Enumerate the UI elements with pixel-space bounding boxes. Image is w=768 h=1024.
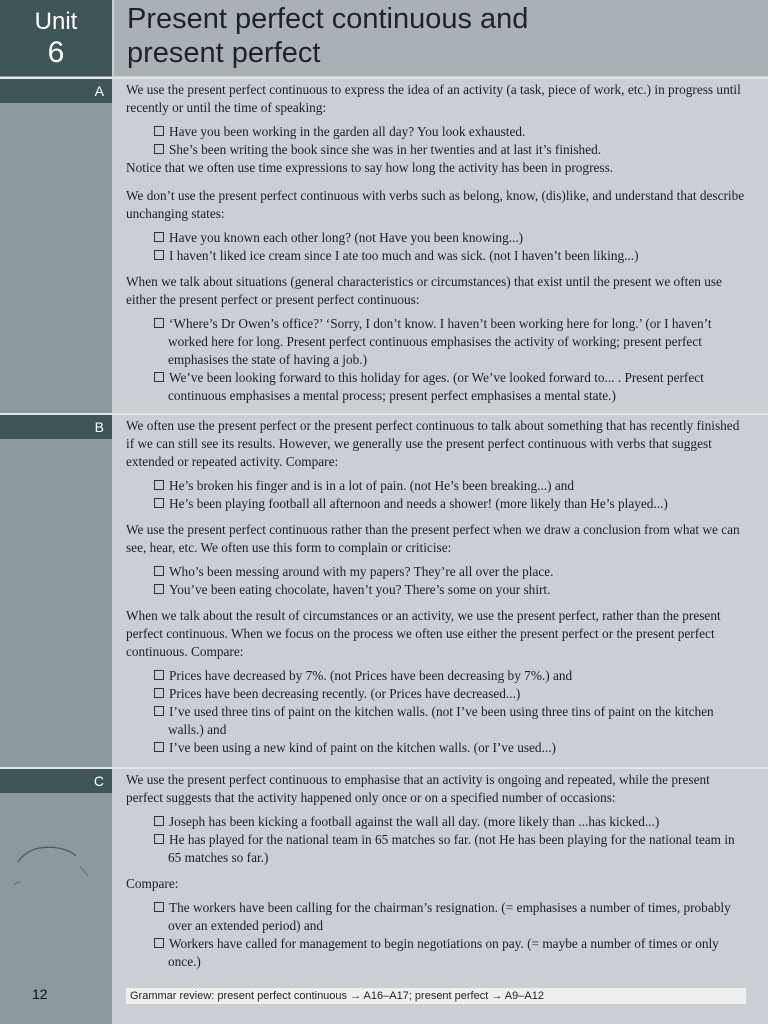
example-item: The workers have been calling for the chairman’s resignation. (= emphasises a number of times, probably over an extended period) and: [154, 899, 746, 935]
section-a-paragraph: We use the present perfect continuous to express the idea of an activity (a task, piece of work, etc.) in progress until recently or until the time of speaking:: [126, 82, 741, 115]
example-item: Prices have been decreasing recently. (or Prices have decreased...): [154, 685, 746, 703]
example-item: She’s been writing the book since she was in her twenties and at last it’s finished.: [154, 141, 746, 159]
section-a-rule: [0, 77, 768, 79]
unit-box: [0, 0, 112, 76]
checkbox-icon: [154, 670, 164, 680]
checkbox-icon: [154, 144, 164, 154]
section-c-label: C: [0, 769, 112, 793]
unit-number: 6: [47, 36, 65, 69]
checkbox-icon: [154, 742, 164, 752]
checkbox-icon: [154, 816, 164, 826]
checkbox-icon: [154, 834, 164, 844]
example-item: ‘Where’s Dr Owen’s office?’ ‘Sorry, I don’t know. I haven’t been working here for long.’ (or I haven’t worked here for long. Present perfect continuous emphasises the activity of working; present perfect emphasises the state of having a job.): [154, 315, 746, 369]
example-item: Have you been working in the garden all day? You look exhausted.: [154, 123, 746, 141]
example-item: He’s broken his finger and is in a lot of pain. (not He’s been breaking...) and: [154, 477, 746, 495]
section-a-paragraph: Notice that we often use time expressions to say how long the activity has been in progress.: [126, 160, 614, 175]
checkbox-icon: [154, 126, 164, 136]
checkbox-icon: [154, 250, 164, 260]
example-item: He has played for the national team in 65 matches so far. (not He has been playing for the national team in 65 matches so far.): [154, 831, 746, 867]
checkbox-icon: [154, 706, 164, 716]
example-item: We’ve been looking forward to this holiday for ages. (or We’ve looked forward to... . Present perfect continuous emphasises a mental process; present perfect emphasises a mental state.): [154, 369, 746, 405]
title-line-2: present perfect: [127, 37, 321, 69]
example-item: He’s been playing football all afternoon and needs a shower! (more likely than He’s played...): [154, 495, 746, 513]
checkbox-icon: [154, 318, 164, 328]
checkbox-icon: [154, 566, 164, 576]
example-item: I’ve been using a new kind of paint on the kitchen walls. (or I’ve used...): [154, 739, 746, 757]
section-c-rule: [0, 767, 768, 769]
section-a-content: [126, 81, 746, 405]
checkbox-icon: [154, 480, 164, 490]
section-b-paragraph: We often use the present perfect or the present perfect continuous to talk about something that has recently finished if we can still see its results. However, we generally use the present perfect continuous with verbs that suggest extended or repeated activity. Compare:: [126, 418, 740, 469]
section-a-label: A: [0, 79, 112, 103]
margin-sketch-icon: [10, 840, 100, 890]
grammar-review-footer: Grammar review: present perfect continuous → A16–A17; present perfect → A9–A12: [126, 988, 746, 1004]
section-a-paragraph: We don’t use the present perfect continuous with verbs such as belong, know, (dis)like, and understand that describe unchanging states:: [126, 188, 745, 221]
example-item: Have you known each other long? (not Have you been knowing...): [154, 229, 746, 247]
example-item: Who’s been messing around with my papers? They’re all over the place.: [154, 563, 746, 581]
checkbox-icon: [154, 584, 164, 594]
example-item: I haven’t liked ice cream since I ate too much and was sick. (not I haven’t been liking...): [154, 247, 746, 265]
section-b-content: [126, 417, 746, 757]
section-b-paragraph: When we talk about the result of circumstances or an activity, we use the present perfect, rather than the present perfect continuous. When we focus on the process we often use either the present perfect or the present perfect continuous. Compare:: [126, 608, 721, 659]
example-item: Prices have decreased by 7%. (not Prices have been decreasing by 7%.) and: [154, 667, 746, 685]
checkbox-icon: [154, 688, 164, 698]
unit-word: Unit: [34, 8, 78, 35]
title-bar: [114, 0, 768, 76]
checkbox-icon: [154, 902, 164, 912]
checkbox-icon: [154, 498, 164, 508]
section-a-paragraph: When we talk about situations (general characteristics or circumstances) that exist until the present we often use either the present perfect or present perfect continuous:: [126, 274, 722, 307]
checkbox-icon: [154, 372, 164, 382]
section-b-paragraph: We use the present perfect continuous rather than the present perfect when we draw a conclusion from what we can see, hear, etc. We often use this form to complain or criticise:: [126, 522, 740, 555]
section-c-content: [126, 771, 746, 971]
section-b-rule: [0, 413, 768, 415]
page-number: 12: [32, 986, 48, 1002]
checkbox-icon: [154, 232, 164, 242]
section-c-paragraph: Compare:: [126, 876, 179, 891]
section-c-paragraph: We use the present perfect continuous to emphasise that an activity is ongoing and repeated, while the present perfect suggests that the activity happened only once or on a specified number of occasions:: [126, 772, 710, 805]
checkbox-icon: [154, 938, 164, 948]
example-item: Joseph has been kicking a football against the wall all day. (more likely than ...has kicked...): [154, 813, 746, 831]
example-item: Workers have called for management to begin negotiations on pay. (= maybe a number of times or only once.): [154, 935, 746, 971]
page-title: [114, 0, 768, 70]
title-line-1: Present perfect continuous and: [127, 3, 529, 35]
example-item: I’ve used three tins of paint on the kitchen walls. (not I’ve been using three tins of paint on the kitchen walls.) and: [154, 703, 746, 739]
example-item: You’ve been eating chocolate, haven’t you? There’s some on your shirt.: [154, 581, 746, 599]
section-b-label: B: [0, 415, 112, 439]
